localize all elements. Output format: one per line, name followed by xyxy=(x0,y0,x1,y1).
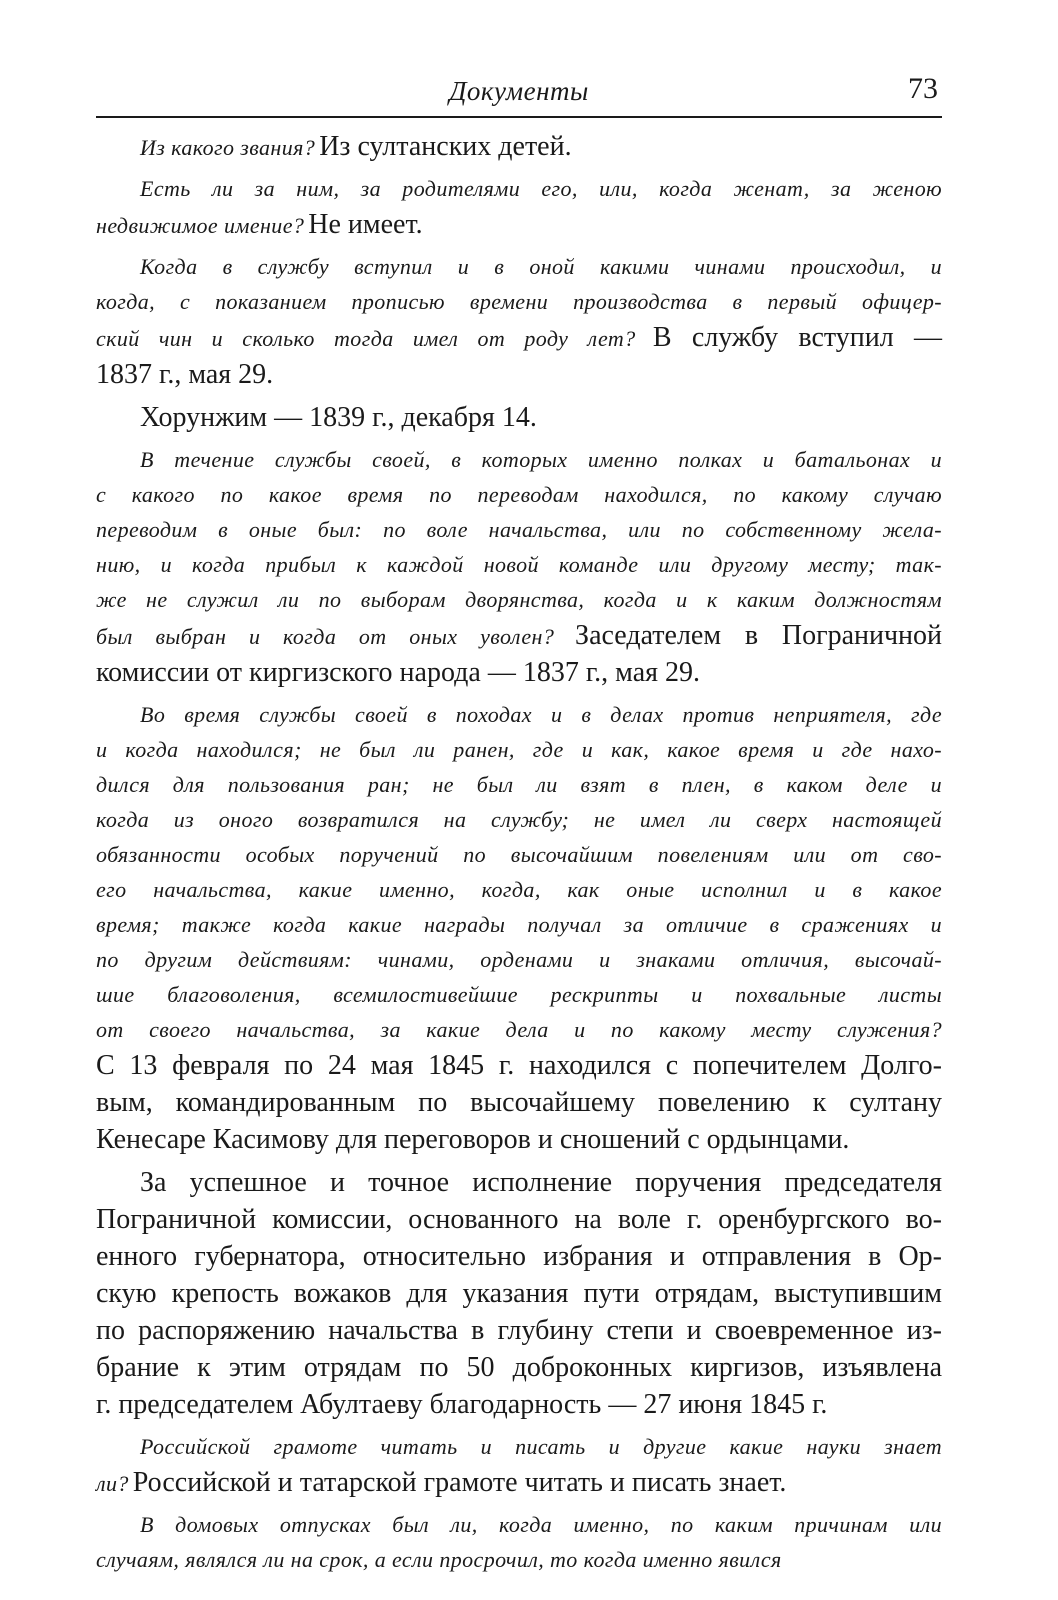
answer-line xyxy=(96,1086,942,1123)
question-text: же не служил ли по выборам дворянства, когда и к каким должностям xyxy=(96,587,942,612)
qa-block xyxy=(96,1431,942,1503)
question-line xyxy=(96,1544,942,1579)
answer-line xyxy=(96,1166,942,1203)
question-line xyxy=(96,1014,942,1049)
question-line xyxy=(96,479,942,514)
question-line xyxy=(96,1431,942,1466)
question-line xyxy=(96,944,942,979)
answer-text: Кенесаре Касимову для переговоров и сношений с ордынцами. xyxy=(96,1124,850,1155)
qa-block xyxy=(96,401,942,438)
answer-line xyxy=(96,358,942,395)
qa-block xyxy=(96,130,942,167)
answer-line xyxy=(96,1388,942,1425)
question-line xyxy=(96,549,942,584)
answer-text: енного губернатора, относительно избрания и отправления в Ор- xyxy=(96,1241,942,1272)
question-line xyxy=(96,839,942,874)
question-text: недвижимое имение? xyxy=(96,213,305,238)
question-text: шие благоволения, всемилостивейшие рескрипты и похвальные листы xyxy=(96,982,942,1007)
question-line xyxy=(96,173,942,208)
answer-line xyxy=(96,1203,942,1240)
answer-line xyxy=(96,656,942,693)
qa-block xyxy=(96,1166,942,1425)
answer-line xyxy=(96,1277,942,1314)
question-line xyxy=(96,909,942,944)
answer-line xyxy=(96,401,942,438)
page-header xyxy=(96,72,942,118)
question-text: по другим действиям: чинами, орденами и знаками отличия, высочай- xyxy=(96,947,942,972)
qa-block xyxy=(96,699,942,1160)
question-text: его начальства, какие именно, когда, как оные исполнил и в какое xyxy=(96,877,942,902)
question-line xyxy=(96,251,942,286)
question-text: Из какого звания? xyxy=(140,135,316,160)
question-text: Когда в службу вступил и в оной какими чинами происходил, и xyxy=(140,254,942,279)
document-body xyxy=(96,130,942,1579)
question-line xyxy=(96,619,942,656)
question-text: с какого по какое время по переводам находился, по какому случаю xyxy=(96,482,942,507)
question-line xyxy=(96,514,942,549)
question-text: обязанности особых поручений по высочайшим повелениям или от сво- xyxy=(96,842,942,867)
question-text: Российской грамоте читать и писать и другие какие науки знает xyxy=(140,1434,942,1459)
question-text: случаям, являлся ли на срок, а если просрочил, то когда именно явился xyxy=(96,1547,782,1572)
question-line xyxy=(96,1509,942,1544)
question-text: когда, с показанием прописью времени производства в первый офицер- xyxy=(96,289,942,314)
qa-block xyxy=(96,1509,942,1579)
answer-line xyxy=(96,1049,942,1086)
question-text: Есть ли за ним, за родителями его, или, когда женат, за женою xyxy=(140,176,942,201)
answer-text: За успешное и точное исполнение поручения председателя xyxy=(140,1167,942,1198)
question-line xyxy=(96,1466,942,1503)
answer-text: брание к этим отрядам по 50 доброконных киргизов, изъявлена xyxy=(96,1352,942,1383)
question-line xyxy=(96,769,942,804)
answer-text: Не имеет. xyxy=(308,209,423,240)
question-text: ли? xyxy=(96,1471,129,1496)
answer-text: Российской и татарской грамоте читать и писать знает. xyxy=(132,1467,787,1498)
answer-line xyxy=(96,1314,942,1351)
question-text: дился для пользования ран; не был ли взят в плен, в каком деле и xyxy=(96,772,942,797)
question-text: Во время службы своей в походах и в делах против неприятеля, где xyxy=(140,702,942,727)
answer-text: по распоряжению начальства в глубину степи и своевременное из- xyxy=(96,1315,942,1346)
question-line xyxy=(96,979,942,1014)
answer-line xyxy=(96,1351,942,1388)
page-number: 73 xyxy=(908,72,938,105)
answer-text: Заседателем в Пограничной xyxy=(575,620,943,651)
answer-text: скую крепость вожаков для указания пути отрядам, выступившим xyxy=(96,1278,942,1309)
answer-text: 1837 г., мая 29. xyxy=(96,359,274,390)
answer-text: комиссии от киргизского народа — 1837 г., мая 29. xyxy=(96,657,700,688)
question-line xyxy=(96,699,942,734)
answer-text: С 13 февраля по 24 мая 1845 г. находился с попечителем Долго- xyxy=(96,1050,942,1081)
question-line xyxy=(96,584,942,619)
question-text: был выбран и когда от оных уволен? xyxy=(96,624,555,649)
document-page xyxy=(96,72,942,1585)
answer-text: Пограничной комиссии, основанного на воле г. оренбургского во- xyxy=(96,1204,942,1235)
answer-line xyxy=(96,1240,942,1277)
running-title: Документы xyxy=(449,76,589,106)
question-text: когда из оного возвратился на службу; не имел ли сверх настоящей xyxy=(96,807,942,832)
question-text: ский чин и сколько тогда имел от роду лет? xyxy=(96,326,636,351)
question-line xyxy=(96,734,942,769)
question-text: время; также когда какие награды получал за отличие в сражениях и xyxy=(96,912,942,937)
answer-text: В службу вступил — xyxy=(652,322,943,353)
question-line xyxy=(96,130,942,167)
question-text: В течение службы своей, в которых именно полках и батальонах и xyxy=(140,447,942,472)
question-text: и когда находился; не был ли ранен, где и как, какое время и где нахо- xyxy=(96,737,942,762)
answer-line xyxy=(96,1123,942,1160)
qa-block xyxy=(96,444,942,693)
question-text: от своего начальства, за какие дела и по какому месту служения? xyxy=(96,1017,942,1042)
answer-text: Хорунжим — 1839 г., декабря 14. xyxy=(140,402,537,433)
answer-text: г. председателем Абултаеву благодарность — 27 июня 1845 г. xyxy=(96,1389,828,1420)
question-text: нию, и когда прибыл к каждой новой команде или другому месту; так- xyxy=(96,552,942,577)
question-text: В домовых отпусках был ли, когда именно, по каким причинам или xyxy=(140,1512,942,1537)
question-text: переводим в оные был: по воле начальства, или по собственному жела- xyxy=(96,517,942,542)
answer-text: вым, командированным по высочайшему повелению к султану xyxy=(96,1087,942,1118)
question-line xyxy=(96,804,942,839)
answer-text: Из султанских детей. xyxy=(319,131,572,162)
question-line xyxy=(96,444,942,479)
question-line xyxy=(96,208,942,245)
question-line xyxy=(96,286,942,321)
qa-block xyxy=(96,173,942,245)
question-line xyxy=(96,874,942,909)
question-line xyxy=(96,321,942,358)
qa-block xyxy=(96,251,942,395)
